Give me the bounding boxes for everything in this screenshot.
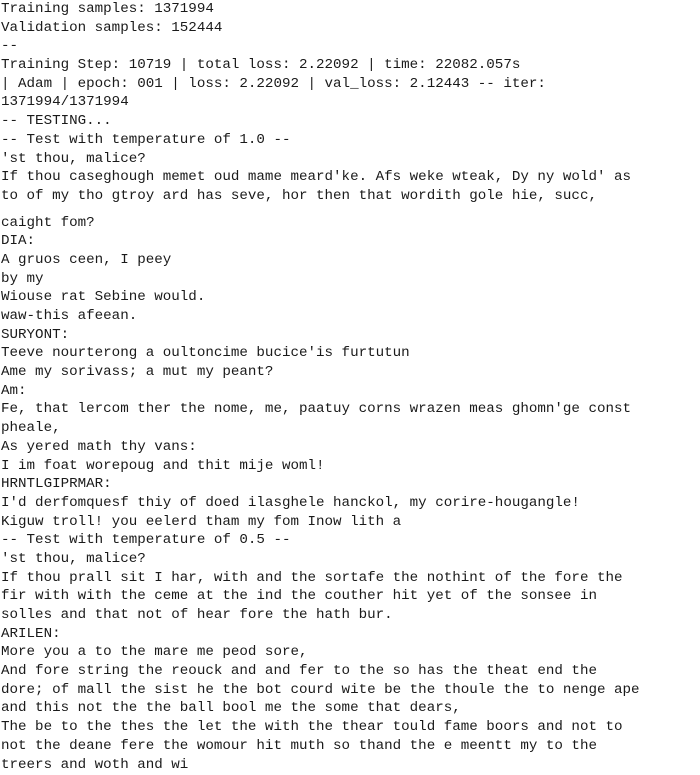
- log-line: 'st thou, malice?: [1, 150, 146, 167]
- log-line: I im foat worepoug and thit mije woml!: [1, 457, 325, 474]
- log-line: caight fom?: [1, 214, 95, 231]
- log-line: Validation samples: 152444: [1, 19, 223, 36]
- log-line: The be to the thes the let the with the thear tould fame boors and not to: [1, 719, 623, 736]
- log-line: Ame my sorivass; a mut my peant?: [1, 364, 274, 381]
- log-line: And fore string the reouck and and fer to the so has the theat end the: [1, 663, 597, 680]
- log-line: not the deane fere the womour hit muth so thand the e meentt my to the: [1, 737, 597, 754]
- log-line: fir with with the ceme at the ind the couther hit yet of the sonsee in: [1, 588, 597, 605]
- log-line: As yered math thy vans:: [1, 438, 197, 455]
- log-line: A gruos ceen, I peey: [1, 251, 172, 268]
- log-line: Fe, that lercom ther the nome, me, paatuy corns wrazen meas ghomn'ge const: [1, 401, 632, 418]
- log-line: ARILEN:: [1, 625, 61, 642]
- log-line: treers and woth and wi: [1, 756, 189, 773]
- log-line: I'd derfomquesf thiy of doed ilasghele hanckol, my corire-hougangle!: [1, 494, 580, 511]
- log-line: Am:: [1, 382, 27, 399]
- log-line: and this not the the ball bool me the some that dears,: [1, 700, 461, 717]
- log-line: If thou caseghough memet oud mame meard'ke. Afs weke wteak, Dy ny wold' as: [1, 169, 632, 186]
- log-line: | Adam | epoch: 001 | loss: 2.22092 | val_loss: 2.12443 -- iter:: [1, 75, 546, 92]
- log-line: by my: [1, 270, 44, 287]
- log-line: to of my tho gtroy ard has seve, hor then that wordith gole hie, succ,: [1, 187, 597, 204]
- log-line: HRNTLGIPRMAR:: [1, 476, 112, 493]
- log-line: More you a to the mare me peod sore,: [1, 644, 308, 661]
- log-line: --: [1, 38, 19, 55]
- log-line: Training samples: 1371994: [1, 1, 214, 17]
- log-line: Wiouse rat Sebine would.: [1, 289, 206, 306]
- log-line: -- Test with temperature of 0.5 --: [1, 532, 291, 549]
- log-line: Kiguw troll! you eelerd tham my fom Inow lith a: [1, 513, 402, 530]
- terminal-output: [1, 0, 699, 774]
- log-line: waw-this afeean.: [1, 308, 138, 324]
- log-line: -- TESTING...: [1, 113, 112, 130]
- log-line: pheale,: [1, 420, 61, 437]
- log-line: 1371994/1371994: [1, 94, 129, 111]
- log-line: SURYONT:: [1, 326, 70, 343]
- log-line: dore; of mall the sist he the bot courd wite be the thoule the to nenge ape: [1, 681, 640, 698]
- log-line: Teeve nourterong a oultoncime bucice'is furtutun: [1, 345, 410, 362]
- log-line: Training Step: 10719 | total loss: 2.22092 | time: 22082.057s: [1, 57, 521, 74]
- log-line: If thou prall sit I har, with and the sortafe the nothint of the fore the: [1, 569, 623, 586]
- log-line: solles and that not of hear fore the hath bur.: [1, 607, 393, 623]
- log-line: DIA:: [1, 233, 36, 250]
- log-line: -- Test with temperature of 1.0 --: [1, 131, 291, 148]
- blank-line: [1, 206, 699, 214]
- log-line: 'st thou, malice?: [1, 550, 146, 567]
